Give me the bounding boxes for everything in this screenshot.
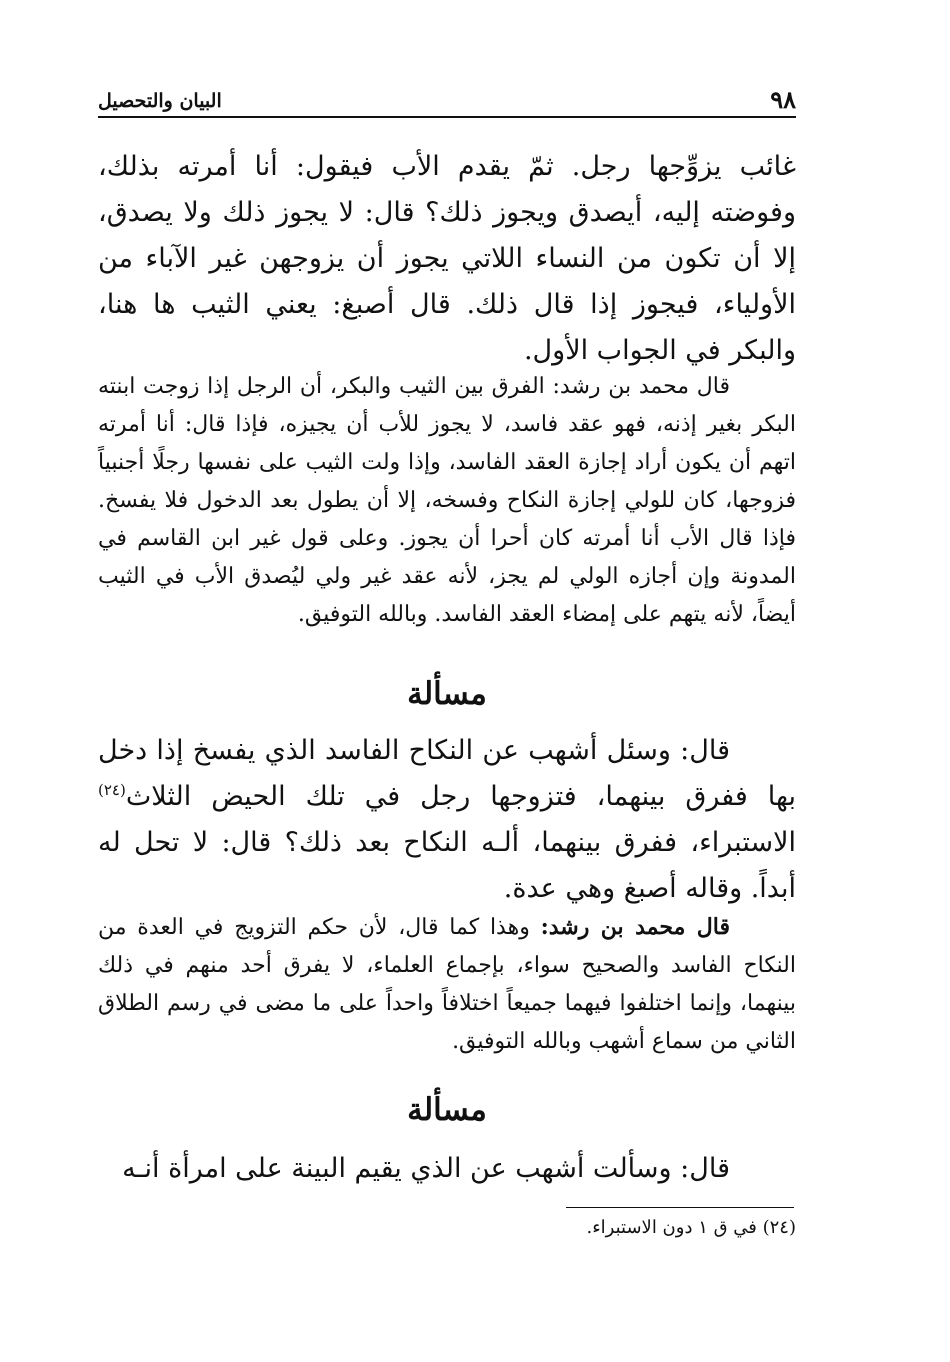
paragraph-4-rest: وهذا كما قال، لأن حكم التزويج في العدة من النكاح الفاسد والصحيح سواء، بإجماع العلماء، لا يفرق أحد منهم في ذلك بينهما، وإنما اختلفوا فيهما جميعاً اختلافاً واحداً على ما مضى في رسم الطلاق الثاني من سماع أشهب وبالله التوفيق. [98,915,796,1054]
paragraph-4 [98,908,796,1061]
section-heading-1: مسألة [407,676,487,712]
paragraph-2-text: قال محمد بن رشد: الفرق بين الثيب والبكر، أن الرجل إذا زوجت ابنته البكر بغير إذنه، فهو عقد فاسد، لا يجوز للأب أن يجيزه، فإذا قال: أنا أمرته اتهم أن يكون أراد إجازة العقد الفاسد، وإذا ولت الثيب على نفسها رجلًا أجنبياً فزوجها، كان للولي إجازة النكاح وفسخه، إلا أن يطول بعد الدخول فلا يفسخ. فإذا قال الأب أنا أمرته كان أحرا أن يجوز. وعلى قول غير ابن القاسم في المدونة وإن أجازه الولي لم يجز، لأنه عقد غير ولي ليُصدق الأب في الثيب أيضاً، لأنه يتهم على إمضاء العقد الفاسد. وبالله التوفيق. [98,374,796,627]
paragraph-4-lead: قال محمد بن رشد: [540,914,731,940]
paragraph-2 [98,368,796,634]
paragraph-4-text [98,908,796,1061]
section-heading-2: مسألة [407,1092,487,1128]
paragraph-3-text [98,728,796,912]
paragraph-5-text: قال: وسألت أشهب عن الذي يقيم البينة على امرأة أنـه [122,1153,730,1184]
footnote-reference: (٢٤) [98,781,126,799]
paragraph-3 [98,728,796,912]
footnote: (٢٤) في ق ١ دون الاستبراء. [586,1217,796,1238]
paragraph-3-part-1: قال: وسئل أشهب عن النكاح الفاسد الذي يفسخ إذا دخل بها ففرق بينهما، فتزوجها رجل في تلك الحيض الثلاث [98,735,796,812]
page-header [98,84,796,118]
footnote-divider [566,1207,794,1208]
running-title: البيان والتحصيل [98,90,222,112]
paragraph-1-text: غائب يزوِّجها رجل. ثمّ يقدم الأب فيقول: أنا أمرته بذلك، وفوضته إليه، أيصدق ويجوز ذلك؟ قال: لا يجوز ذلك ولا يصدق، إلا أن تكون من النساء اللاتي يجوز أن يزوجهن غير الآباء من الأولياء، فيجوز إذا قال ذلك. قال أصبغ: يعني الثيب ها هنا، والبكر في الجواب الأول. [98,151,796,366]
paragraph-1 [98,144,796,374]
paragraph-5 [98,1146,796,1192]
page-number: ٩٨ [770,85,796,114]
paragraph-3-part-2: الاستبراء، ففرق بينهما، ألـه النكاح بعد ذلك؟ قال: لا تحل له أبداً. وقاله أصبغ وهي عدة. [98,827,796,904]
